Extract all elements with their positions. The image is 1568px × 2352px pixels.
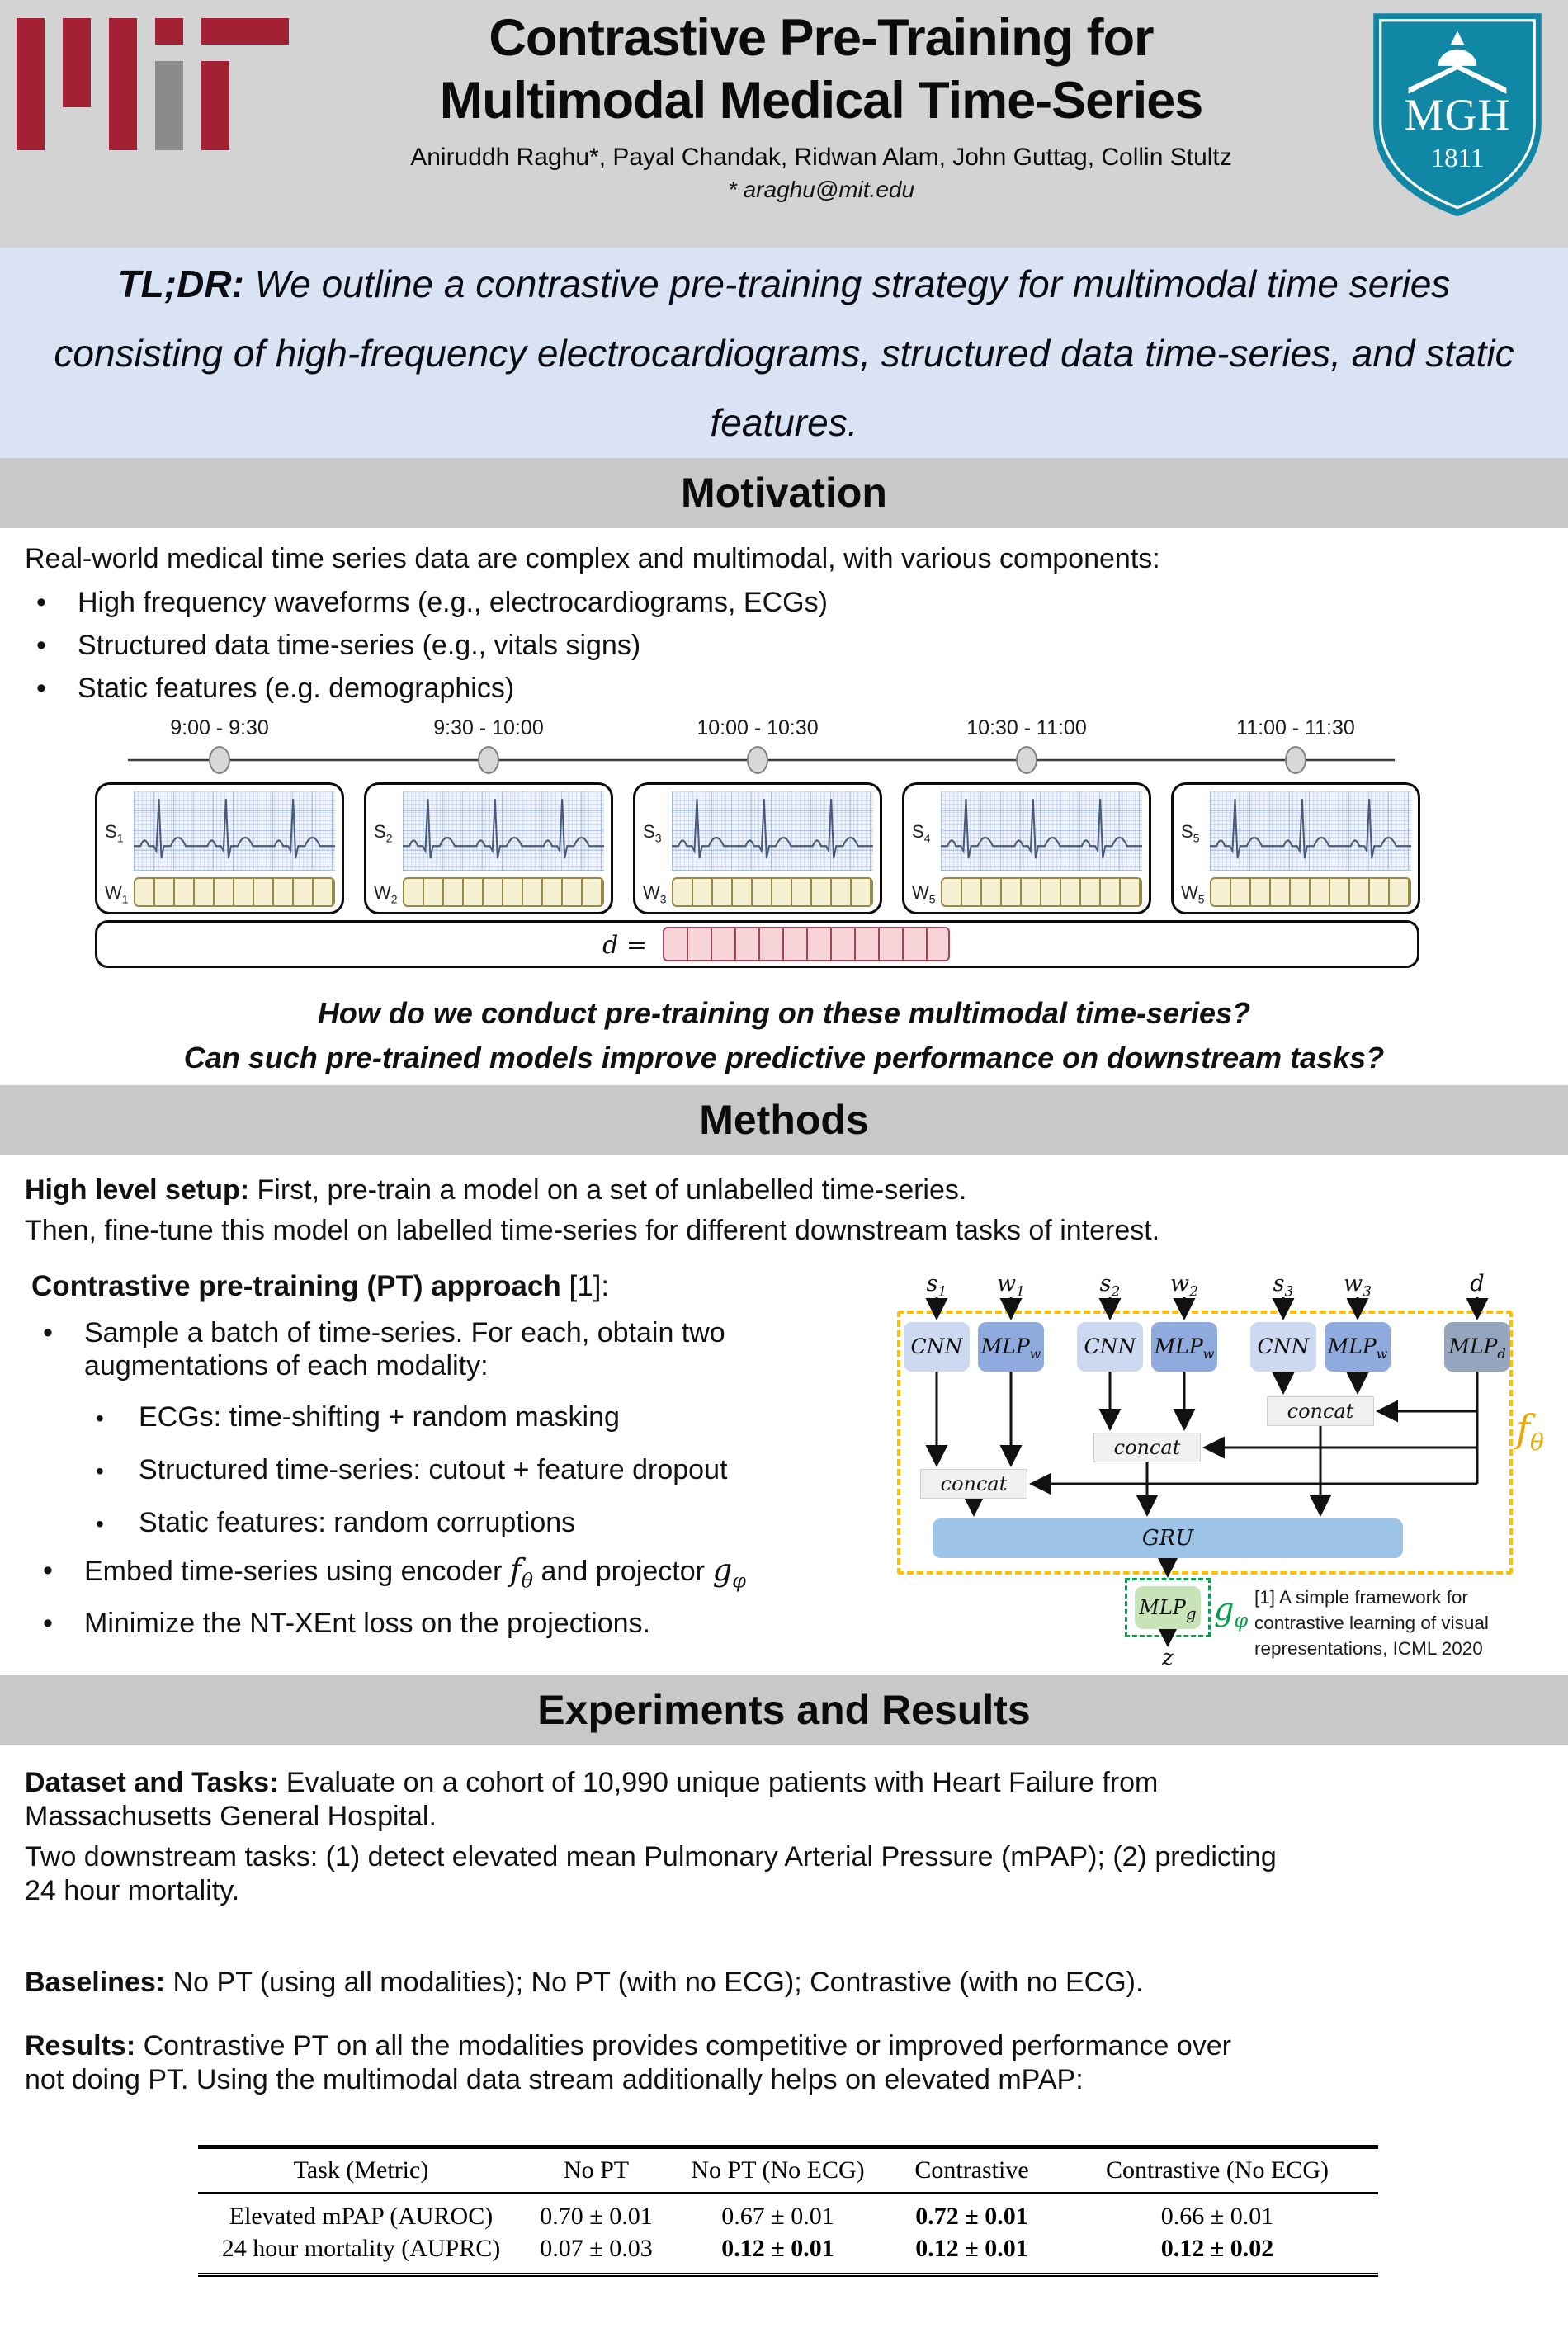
methods-sub-bullet: • ECGs: time-shifting + random masking [96, 1400, 865, 1435]
cnn-encoder-box: CNN [1077, 1322, 1143, 1372]
mgh-logo-icon [1370, 10, 1545, 216]
setup-line2: Then, fine-tune this model on labelled time-series for different downstream tasks of interest. [25, 1215, 1160, 1246]
gru-box: GRU [933, 1518, 1403, 1558]
static-features-row [95, 920, 1419, 968]
bullet-icon: • [96, 1458, 104, 1484]
mgh-logo-text: MGH [1404, 90, 1511, 139]
time-interval-label: 9:30 - 10:00 [433, 716, 544, 739]
methods-sub-bullet: • Structured time-series: cutout + feature dropout [96, 1453, 865, 1488]
ecg-panel [95, 782, 344, 914]
dataset-and-tasks: Dataset and Tasks: Evaluate on a cohort of 10,990 unique patients with Heart Failure from Massachusetts General Hospital. [25, 1767, 1159, 1832]
structured-data-cells [941, 877, 1142, 907]
structured-data-cells [403, 877, 604, 907]
value-cell: 0.12 ± 0.01 [721, 2235, 834, 2262]
motivation-bullet: • Static features (e.g. demographics) [31, 672, 1568, 705]
value-cell: 0.70 ± 0.01 [540, 2203, 653, 2230]
concat-box: concat [1093, 1433, 1201, 1462]
tldr-prefix: TL;DR: [117, 262, 244, 305]
task-cell: Elevated mPAP (AUROC) [229, 2203, 494, 2230]
encoder-f-theta-label: $f_\theta$ [1516, 1406, 1544, 1457]
structured-label: $W_3$ [643, 882, 667, 906]
col-header: Contrastive [914, 2156, 1029, 2184]
input-label: $s_3$ [1273, 1271, 1294, 1301]
value-cell: 0.66 ± 0.01 [1160, 2203, 1274, 2230]
input-label: d [1470, 1271, 1485, 1296]
structured-data-cells [134, 877, 335, 907]
mlp-d-box: $MLP_d$ [1444, 1322, 1510, 1372]
structured-label: $W_1$ [105, 882, 129, 906]
value-cell: 0.72 ± 0.01 [915, 2203, 1028, 2230]
projector-g-phi-label: $g_\varphi$ [1214, 1591, 1249, 1632]
structured-label: $W_5$ [912, 882, 936, 906]
ecg-panel [902, 782, 1151, 914]
bullet-icon: • [36, 673, 46, 704]
col-header: Task (Metric) [293, 2156, 429, 2184]
mit-logo-icon [17, 18, 290, 152]
ecg-waveform-icon [672, 791, 873, 871]
input-label: $w_2$ [1170, 1271, 1198, 1301]
motivation-question: Can such pre-trained models improve predictive performance on downstream tasks? [183, 1041, 1385, 1074]
section-header-motivation: Motivation [0, 458, 1568, 528]
structured-label: $W_2$ [374, 882, 398, 906]
poster-header [0, 0, 1568, 248]
section-header-methods: Methods [0, 1085, 1568, 1155]
structured-label: $W_5$ [1181, 882, 1205, 906]
section-header-experiments: Experiments and Results [0, 1675, 1568, 1745]
signal-label: $S_5$ [1181, 821, 1200, 845]
methods-bullet: • Embed time-series using encoder $f_\theta$ and projector $g_\varphi$ [38, 1554, 865, 1597]
time-interval-label: 10:00 - 10:30 [697, 716, 819, 739]
bullet-icon: • [43, 1317, 53, 1348]
methods-bullet: • Sample a batch of time-series. For each, obtain two augmentations of each modality: [38, 1316, 865, 1382]
motivation-intro: Real-world medical time series data are complex and multimodal, with various components: [25, 543, 1160, 574]
cnn-encoder-box: CNN [1250, 1322, 1316, 1372]
experiments-section [0, 1745, 1568, 2352]
methods-section [0, 1155, 1568, 1675]
bullet-icon: • [36, 630, 46, 661]
approach-heading: Contrastive pre-training (PT) approach [1]: [31, 1270, 610, 1302]
cnn-encoder-box: CNN [904, 1322, 970, 1372]
high-level-setup: High level setup: First, pre-train a model on a set of unlabelled time-series. [25, 1174, 967, 1206]
reference-note: [1] A simple framework for contrastive learning of visual representations, ICML 2020 [1254, 1587, 1489, 1659]
mlp-w-box: $MLP_w$ [1151, 1322, 1217, 1372]
structured-data-cells [1210, 877, 1411, 907]
ecg-panel [1171, 782, 1420, 914]
time-interval-label: 11:00 - 11:30 [1236, 716, 1355, 739]
mlp-g-box: $MLP_g$ [1135, 1586, 1201, 1629]
tldr-banner [0, 248, 1568, 458]
ecg-panel [633, 782, 882, 914]
value-cell: 0.12 ± 0.02 [1160, 2235, 1274, 2262]
value-cell: 0.07 ± 0.03 [540, 2235, 653, 2262]
bullet-icon: • [96, 1511, 104, 1537]
col-header: Contrastive (No ECG) [1106, 2156, 1329, 2184]
downstream-tasks: Two downstream tasks: (1) detect elevated mean Pulmonary Arterial Pressure (mPAP); (2) predicting 24 hour mortality. [25, 1841, 1277, 1906]
input-label: $s_2$ [1099, 1271, 1121, 1301]
signal-label: $S_1$ [105, 821, 124, 845]
ecg-panel [364, 782, 613, 914]
concat-box: concat [1267, 1396, 1374, 1426]
task-cell: 24 hour mortality (AUPRC) [221, 2235, 501, 2262]
timeline-figure [0, 716, 1568, 989]
authors: Aniruddh Raghu*, Payal Chandak, Ridwan Alam, John Guttag, Collin Stultz [410, 144, 1232, 171]
table-header-row [198, 2147, 1378, 2194]
value-cell: 0.12 ± 0.01 [915, 2235, 1028, 2262]
time-interval-label: 9:00 - 9:30 [170, 716, 269, 739]
results-summary: Results: Contrastive PT on all the modalities provides competitive or improved performance over not doing PT. Using the multimodal data stream additionally helps on elevated mPAP: [25, 2030, 1231, 2095]
bullet-icon: • [96, 1405, 104, 1431]
concat-box: concat [920, 1469, 1027, 1499]
time-interval-label: 10:30 - 11:00 [966, 716, 1087, 739]
static-features-label: d = [602, 931, 647, 960]
col-header: No PT (No ECG) [691, 2156, 865, 2184]
table-row [198, 2232, 1378, 2275]
table-row [198, 2194, 1378, 2233]
motivation-bullet: • High frequency waveforms (e.g., electrocardiograms, ECGs) [31, 586, 1568, 619]
signal-label: $S_2$ [374, 821, 393, 845]
bullet-icon: • [36, 587, 46, 618]
ecg-waveform-icon [941, 791, 1142, 871]
contact-email: * araghu@mit.edu [727, 177, 915, 202]
structured-data-cells [672, 877, 873, 907]
tldr-text: We outline a contrastive pre-training strategy for multimodal time series consisting of high-frequency electrocardiograms, structured data time-series, and static features. [54, 262, 1514, 444]
mlp-w-box: $MLP_w$ [1325, 1322, 1391, 1372]
input-label: $w_3$ [1344, 1271, 1372, 1301]
ecg-waveform-icon [134, 791, 335, 871]
signal-label: $S_3$ [643, 821, 662, 845]
motivation-section [0, 528, 1568, 1085]
ecg-waveform-icon [403, 791, 604, 871]
col-header: No PT [563, 2156, 630, 2184]
value-cell: 0.67 ± 0.01 [721, 2203, 834, 2230]
results-table [198, 2145, 1378, 2277]
input-label: $s_1$ [926, 1271, 947, 1301]
output-z-label: z [1162, 1646, 1174, 1670]
bullet-icon: • [43, 1608, 53, 1640]
bullet-icon: • [43, 1555, 53, 1586]
signal-label: $S_4$ [912, 821, 931, 845]
input-label: $w_1$ [997, 1271, 1025, 1301]
methods-sub-bullet: • Static features: random corruptions [96, 1506, 865, 1541]
poster-title: Contrastive Pre-Training for Multimodal Medical Time-Series [439, 9, 1203, 130]
methods-bullet: • Minimize the NT-XEnt loss on the projections. [38, 1607, 865, 1640]
architecture-diagram [887, 1271, 1551, 1670]
ecg-waveform-icon [1210, 791, 1411, 871]
static-feature-cells [663, 927, 950, 961]
mlp-w-box: $MLP_w$ [978, 1322, 1044, 1372]
baselines: Baselines: No PT (using all modalities); No PT (with no ECG); Contrastive (with no ECG). [25, 1967, 1144, 1998]
mgh-logo-year: 1811 [1430, 144, 1485, 173]
motivation-question: How do we conduct pre-training on these multimodal time-series? [317, 996, 1251, 1030]
motivation-bullet: • Structured data time-series (e.g., vitals signs) [31, 629, 1568, 662]
